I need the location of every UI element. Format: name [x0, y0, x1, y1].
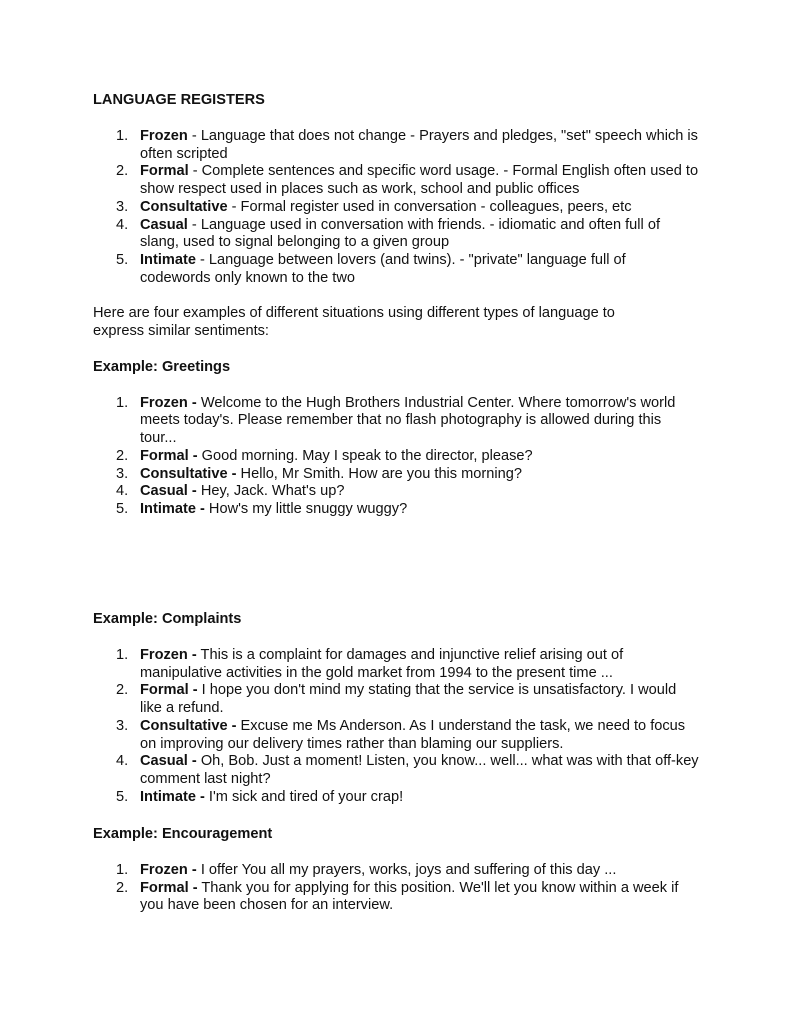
example-text: Thank you for applying for this position. We'll let you know within a week if you have been chosen for an interview.	[140, 879, 679, 914]
register-term: Frozen -	[140, 647, 197, 663]
list-number: 3.	[116, 717, 129, 734]
example-text: This is a complaint for damages and injunctive relief arising out of manipulative activities in the gold market from 1994 to the present time ...	[140, 647, 624, 681]
list-number: 1.	[116, 394, 129, 411]
register-term: Frozen	[140, 128, 188, 144]
list-item	[93, 718, 700, 753]
list-item	[93, 448, 700, 466]
list-item	[93, 789, 700, 807]
list-number: 5.	[116, 251, 129, 268]
register-term: Formal -	[140, 682, 198, 699]
list-number: 5.	[116, 788, 129, 805]
register-term: Formal -	[140, 447, 198, 464]
list-number: 3.	[116, 198, 129, 215]
list-item	[93, 395, 700, 448]
example-text: Oh, Bob. Just a moment! Listen, you know... well... what was with that off-key comment last night?	[140, 753, 699, 787]
list-number: 4.	[116, 753, 129, 770]
encouragement-list	[93, 862, 700, 915]
list-number: 1.	[116, 128, 129, 144]
document-page	[93, 92, 703, 914]
register-description: - Complete sentences and specific word usage. - Formal English often used to show respect used in places such as work, school and public offices	[140, 163, 699, 198]
list-item	[93, 880, 700, 915]
example-text: Welcome to the Hugh Brothers Industrial Center. Where tomorrow's world meets today's. Please remember that no flash photography is allowed during this tour...	[140, 394, 676, 447]
register-term: Consultative	[140, 198, 228, 215]
example-text: How's my little snuggy wuggy?	[204, 500, 408, 517]
register-description: - Language between lovers (and twins). - "private" language full of codewords only known to the two	[140, 251, 626, 286]
register-term: Formal -	[140, 879, 198, 896]
register-description: - Language that does not change - Prayers and pledges, "set" speech which is often scripted	[140, 128, 698, 162]
register-item-consultative	[93, 199, 700, 217]
list-number: 2.	[116, 682, 129, 699]
example-text: Excuse me Ms Anderson. As I understand the task, we need to focus on improving our delivery times rather than blaming our suppliers.	[140, 717, 686, 752]
register-term: Casual -	[140, 483, 197, 500]
list-number: 4.	[116, 483, 129, 500]
page-title: LANGUAGE REGISTERS	[93, 92, 265, 108]
register-term: Casual	[140, 216, 188, 233]
list-item	[93, 862, 700, 880]
list-item	[93, 483, 700, 501]
register-term: Consultative -	[140, 465, 237, 482]
register-item-casual	[93, 217, 700, 252]
list-item	[93, 501, 700, 519]
register-item-formal	[93, 163, 700, 198]
example-text: I offer You all my prayers, works, joys and suffering of this day ...	[196, 862, 617, 878]
registers-list	[93, 128, 703, 287]
list-number: 3.	[116, 465, 129, 482]
example-text: Hey, Jack. What's up?	[196, 483, 345, 500]
register-term: Intimate -	[140, 788, 205, 805]
example-text: I hope you don't mind my stating that the service is unsatisfactory. I would like a refund.	[140, 682, 677, 717]
list-number: 1.	[116, 862, 129, 878]
example-text: I'm sick and tired of your crap!	[204, 788, 404, 805]
register-term: Intimate -	[140, 500, 205, 517]
register-term: Consultative -	[140, 717, 237, 734]
register-term: Frozen -	[140, 862, 197, 878]
list-item	[93, 682, 700, 717]
register-description: - Formal register used in conversation - colleagues, peers, etc	[227, 198, 632, 215]
register-term: Intimate	[140, 251, 196, 268]
section-heading-complaints: Example: Complaints	[93, 611, 242, 627]
section-heading-encouragement: Example: Encouragement	[93, 826, 273, 842]
greetings-list	[93, 395, 703, 519]
example-text: Good morning. May I speak to the director, please?	[197, 447, 533, 464]
list-number: 2.	[116, 879, 129, 896]
list-item	[93, 466, 700, 484]
list-number: 4.	[116, 216, 129, 233]
list-number: 2.	[116, 163, 129, 180]
list-item	[93, 647, 700, 682]
example-text: Hello, Mr Smith. How are you this morning?	[236, 465, 522, 482]
list-item	[93, 753, 700, 788]
list-number: 2.	[116, 447, 129, 464]
register-term: Frozen -	[140, 394, 197, 411]
register-term: Formal	[140, 163, 189, 180]
list-number: 1.	[116, 647, 129, 663]
list-number: 5.	[116, 500, 129, 517]
register-term: Casual -	[140, 753, 197, 770]
register-description: - Language used in conversation with friends. - idiomatic and often full of slang, used to signal belonging to a given group	[140, 216, 660, 251]
complaints-list	[93, 647, 700, 806]
intro-paragraph: Here are four examples of different situations using different types of language to express similar sentiments:	[93, 305, 615, 340]
register-item-frozen	[93, 128, 700, 163]
section-heading-greetings: Example: Greetings	[93, 358, 231, 375]
register-item-intimate	[93, 252, 700, 287]
